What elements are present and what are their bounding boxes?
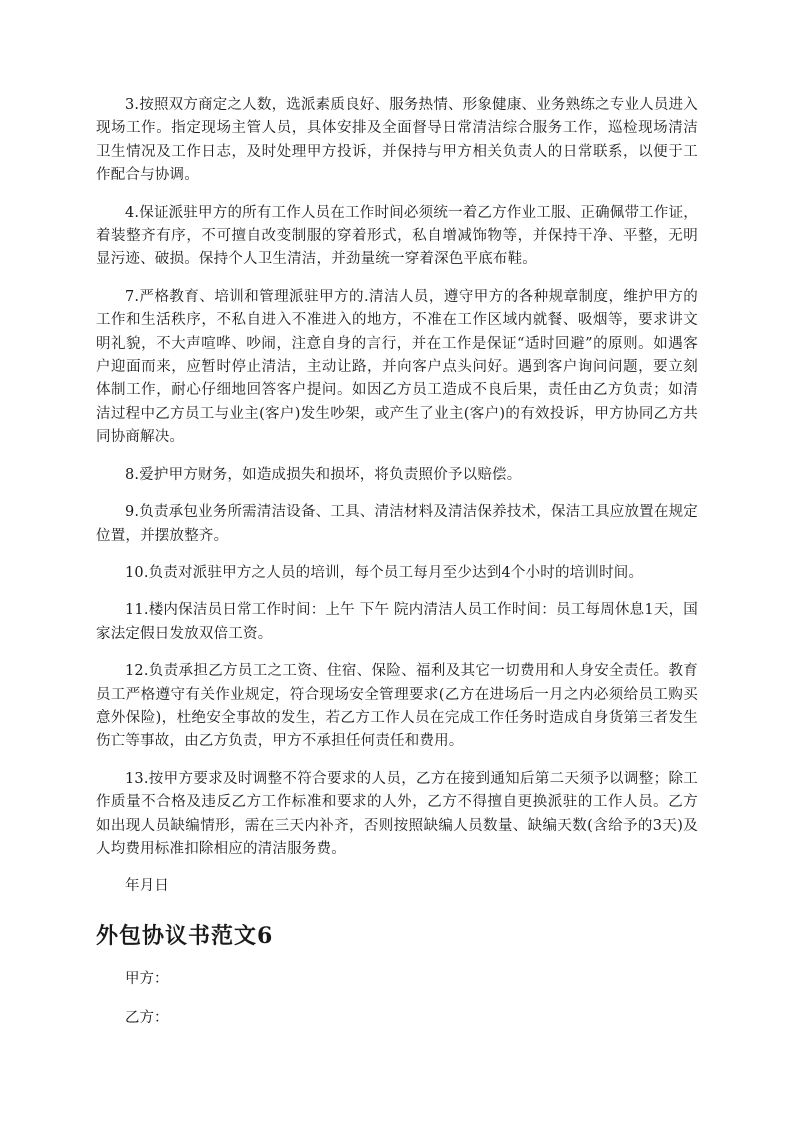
clause-10: 10.负责对派驻甲方之人员的培训，每个员工每月至少达到4个小时的培训时间。	[125, 564, 644, 581]
date-line: 年月日	[125, 878, 170, 895]
party-b-field: 乙方：	[125, 1010, 169, 1027]
clause-4: 4.保证派驻甲方的所有工作人员在工作时间必须统一着乙方作业工服、正确佩带工作证，着装整齐有序，不可擅自改变制服的穿着形式，私自增减饰物等，并保持干净、平整，无明显污迹、破损。保持个人卫生清洁，并劲量统一穿着深色平底布鞋。	[96, 204, 698, 268]
clause-13: 13.按甲方要求及时调整不符合要求的人员，乙方在接到通知后第二天须予以调整；除工作质量不合格及违反乙方工作标准和要求的人外，乙方不得擅自更换派驻的工作人员。乙方如出现人员缺编情形，需在三天内补齐，否则按照缺编人员数量、缺编天数(含给予的3天)及人均费用标准扣除相应的清洁服务费。	[96, 770, 698, 857]
clause-3: 3.按照双方商定之人数，选派素质良好、服务热情、形象健康、业务熟练之专业人员进入现场工作。指定现场主管人员，具体安排及全面督导日常清洁综合服务工作，巡检现场清洁卫生情况及工作日志，及时处理甲方投诉，并保持与甲方相关负责人的日常联系，以便于工作配合与协调。	[96, 97, 698, 184]
clause-9: 9.负责承包业务所需清洁设备、工具、清洁材料及清洁保养技术，保洁工具应放置在规定位置，并摆放整齐。	[96, 504, 698, 544]
section-heading: 外包协议书范文6	[96, 922, 274, 949]
clause-7: 7.严格教育、培训和管理派驻甲方的.清洁人员，遵守甲方的各种规章制度，维护甲方的工作和生活秩序，不私自进入不准进入的地方，不准在工作区域内就餐、吸烟等，要求讲文明礼貌，不大声喧哗、吵闹，注意自身的言行，并在工作是保证“适时回避”的原则。如遇客户迎面而来，应暂时停止清洁，主动让路，并向客户点头问好。遇到客户询问问题，要立刻体制工作，耐心仔细地回答客户提问。如因乙方员工造成不良后果，责任由乙方负责；如清洁过程中乙方员工与业主(客户)发生吵架，或产生了业主(客户)的有效投诉，甲方协同乙方共同协商解决。	[96, 288, 698, 446]
clause-11: 11.楼内保洁员日常工作时间：上午 下午 院内清洁人员工作时间：员工每周休息1天，国家法定假日发放双倍工资。	[96, 602, 698, 642]
clause-12: 12.负责承担乙方员工之工资、住宿、保险、福利及其它一切费用和人身安全责任。教育员工严格遵守有关作业规定，符合现场安全管理要求(乙方在进场后一月之内必须给员工购买意外保险)，杜绝安全事故的发生，若乙方工作人员在完成工作任务时造成自身货第三者发生伤亡等事故，由乙方负责，甲方不承担任何责任和费用。	[96, 663, 698, 750]
party-a-field: 甲方：	[125, 970, 169, 987]
clause-8: 8.爱护甲方财务，如造成损失和损坏，将负责照价予以赔偿。	[125, 466, 522, 483]
document-body	[96, 94, 698, 1047]
